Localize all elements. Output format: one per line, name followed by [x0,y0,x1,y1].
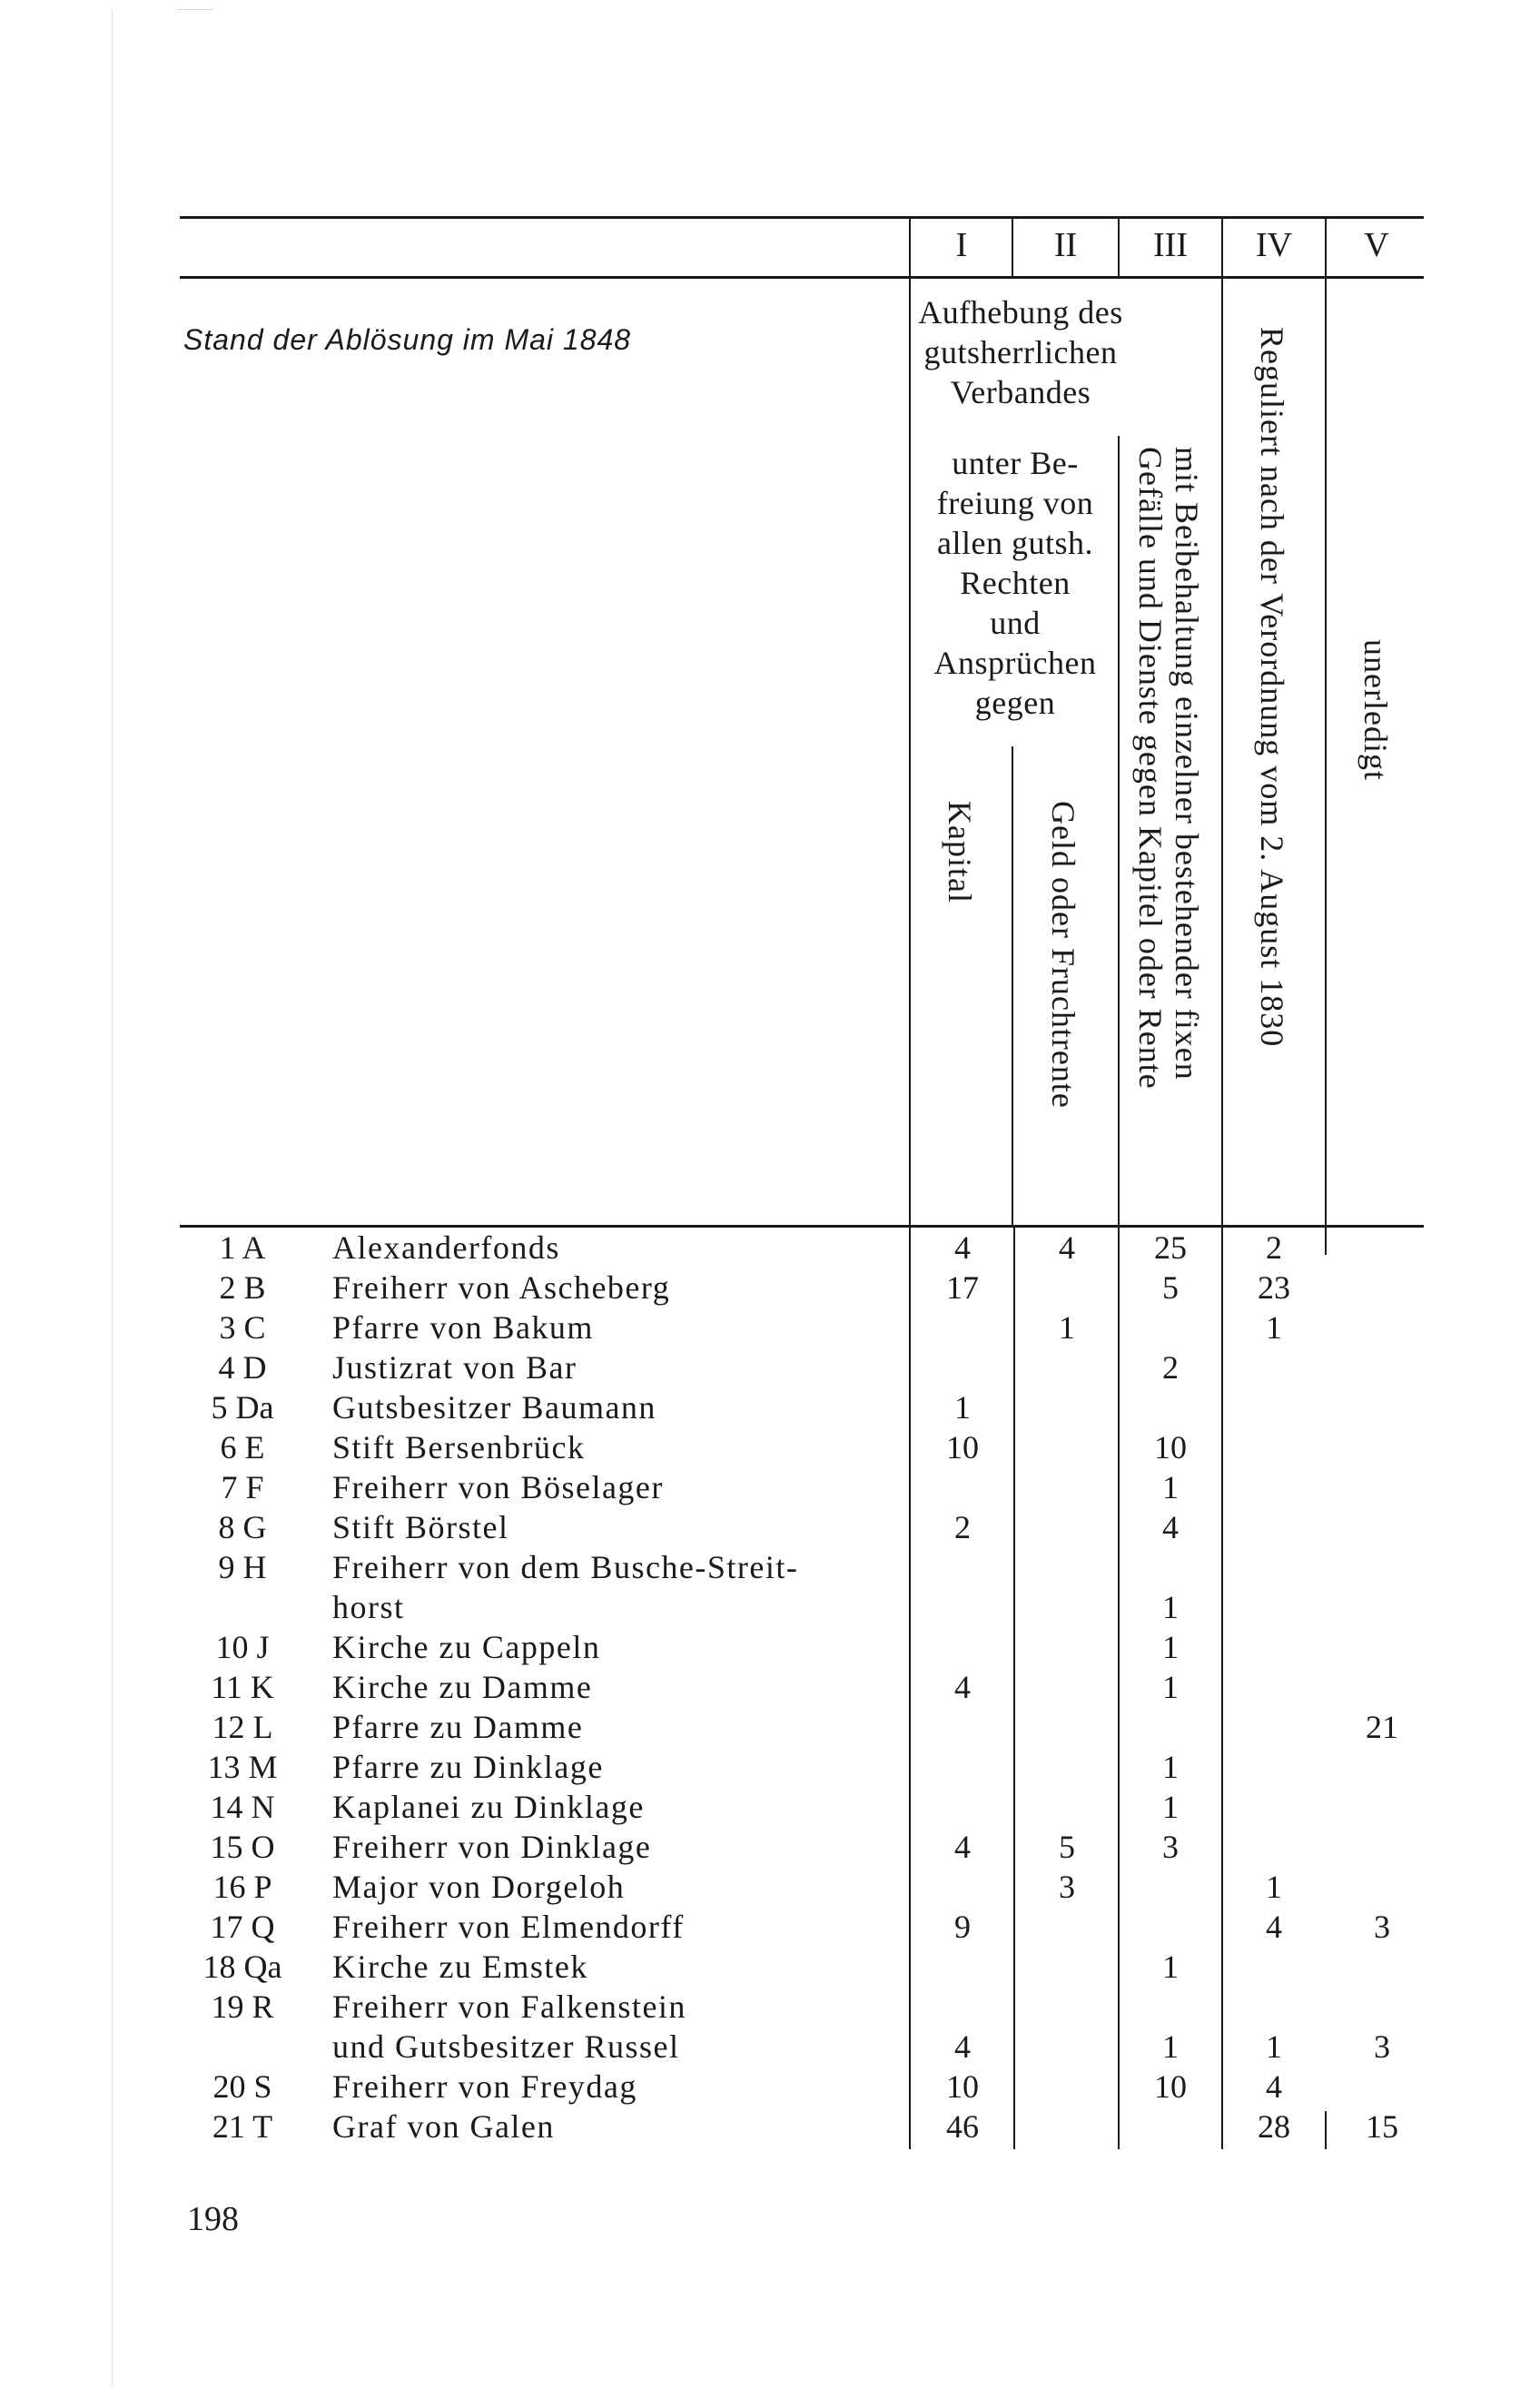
cell-unerledigt: 21 [1366,1709,1398,1745]
table-row [0,1867,1540,1907]
row-label: 10 J [215,1629,270,1665]
cell-unerledigt [1326,1667,1438,1707]
cell-rente [1015,1947,1119,1987]
cell-kapital [910,1308,1015,1347]
cell-kapital: 46 [946,2108,979,2145]
cell-unerledigt [1326,1787,1438,1827]
cell-rente [1015,1747,1119,1787]
cell-rente: 5 [1059,1829,1075,1865]
cell-rente: 1 [1059,1309,1075,1346]
cell-rente [1015,1587,1119,1627]
row-name: Freiherr von Ascheberg [332,1269,671,1306]
table-row [0,1787,1540,1827]
row-label: 9 H [218,1549,267,1585]
cell-kapital: 10 [946,2068,979,2105]
subgroup-heading [911,443,1120,723]
cell-kapital: 4 [954,2028,971,2065]
row-label: 18 Qa [202,1949,282,1985]
row-name: Kirche zu Cappeln [332,1629,601,1665]
cell-beibehaltung: 1 [1162,1629,1179,1665]
row-name: Freiherr von dem Busche-Streit- [332,1549,799,1585]
table-row [0,1387,1540,1427]
row-name: Freiherr von Freydag [332,2068,637,2105]
cell-rente [1015,1268,1119,1308]
column-numeral-3: III [1153,226,1188,264]
cell-unerledigt [1326,1627,1438,1667]
table-row [0,1547,1540,1627]
cell-rente [1015,2067,1119,2107]
table-row [0,1947,1540,1987]
table-row [0,2107,1540,2146]
cell-beibehaltung: 1 [1162,1589,1179,1625]
row-label: 19 R [211,1988,274,2025]
cell-unerledigt [1326,1947,1438,1987]
subgroup-heading-line: freiung von [936,485,1094,521]
group-heading-line: Verbandes [950,374,1091,410]
cell-reguliert [1222,1427,1326,1467]
row-label: 11 K [211,1669,274,1705]
cell-unerledigt [1326,1347,1438,1387]
cell-reguliert: 28 [1258,2108,1290,2145]
cell-beibehaltung [1119,1707,1222,1747]
row-label: 17 Q [210,1909,275,1945]
cell-beibehaltung: 10 [1154,2068,1187,2105]
row-name: Justizrat von Bar [332,1349,578,1386]
stub-heading: Stand der Ablösung im Mai 1848 [183,323,632,356]
cell-rente [1015,1507,1119,1547]
cell-beibehaltung: 5 [1162,1269,1179,1306]
table-row [0,1347,1540,1387]
col5-heading-unerledigt: unerledigt [1357,639,1394,781]
cell-beibehaltung: 1 [1162,2028,1179,2065]
column-numeral-1: I [955,226,968,264]
cell-reguliert: 1 [1266,2028,1282,2065]
row-name: Freiherr von Dinklage [332,1829,652,1865]
cell-beibehaltung: 1 [1162,1789,1179,1825]
cell-beibehaltung: 10 [1154,1429,1187,1465]
cell-kapital: 4 [954,1229,971,1266]
cell-beibehaltung: 4 [1162,1509,1179,1545]
divider-4-5 [1325,218,1327,1255]
cell-kapital: 17 [946,1269,979,1306]
row-label: 14 N [210,1789,275,1825]
row-label: 5 Da [211,1389,274,1426]
col3-heading-line2: Gefälle und Dienste gegen Kapitel oder Rente [1132,447,1169,1090]
cell-unerledigt [1326,1587,1438,1627]
cell-rente [1015,1467,1119,1507]
column-numeral-5: V [1364,226,1389,264]
cell-reguliert: 4 [1266,2068,1282,2105]
cell-rente [1015,1387,1119,1427]
row-name-continued: horst [332,1589,405,1625]
cell-rente [1015,1347,1119,1387]
column-numeral-4: IV [1255,226,1293,264]
cell-beibehaltung: 1 [1162,1469,1179,1505]
cell-reguliert [1222,1587,1326,1627]
row-name: Pfarre von Bakum [332,1309,594,1346]
table-row [0,1308,1540,1347]
cell-unerledigt: 3 [1374,1909,1390,1945]
table-row [0,1667,1540,1707]
cell-reguliert [1222,1507,1326,1547]
cell-unerledigt: 15 [1366,2108,1398,2145]
margin-guide-horizontal [177,9,213,10]
cell-unerledigt [1326,1308,1438,1347]
row-name: Pfarre zu Damme [332,1709,584,1745]
row-label: 15 O [210,1829,275,1865]
cell-beibehaltung [1119,1867,1222,1907]
cell-unerledigt [1326,1747,1438,1787]
cell-rente [1015,1707,1119,1747]
cell-beibehaltung: 1 [1162,1669,1179,1705]
cell-beibehaltung: 1 [1162,1749,1179,1785]
cell-reguliert [1222,1787,1326,1827]
cell-reguliert: 1 [1266,1309,1282,1346]
cell-reguliert [1222,1387,1326,1427]
divider-1-2-lower [1012,746,1013,1228]
cell-rente [1015,2107,1119,2146]
cell-unerledigt [1326,2067,1438,2107]
cell-reguliert [1222,1667,1326,1707]
cell-kapital [910,1347,1015,1387]
table-row [0,1747,1540,1787]
cell-beibehaltung [1119,1387,1222,1427]
cell-rente [1015,1427,1119,1467]
col2-heading-rente: Geld oder Fruchtrente [1045,801,1081,1109]
row-name: Stift Börstel [332,1509,509,1545]
group-heading-line: Aufhebung des [918,294,1123,331]
row-label: 12 L [212,1709,273,1745]
cell-reguliert: 2 [1266,1229,1282,1266]
row-label: 4 D [218,1349,267,1386]
cell-kapital [910,1467,1015,1507]
row-label: 13 M [207,1749,278,1785]
table-row [0,1507,1540,1547]
cell-kapital: 4 [954,1669,971,1705]
cell-unerledigt [1326,1427,1438,1467]
header-rule [180,276,1424,279]
table-row [0,1987,1540,2067]
group-heading-line: gutsherrlichen [923,334,1118,370]
cell-kapital [910,1867,1015,1907]
cell-beibehaltung: 3 [1162,1829,1179,1865]
cell-kapital: 4 [954,1829,971,1865]
cell-kapital [910,1747,1015,1787]
cell-beibehaltung: 25 [1154,1229,1187,1266]
cell-unerledigt [1326,1867,1438,1907]
row-name: Freiherr von Elmendorff [332,1909,685,1945]
row-label: 7 F [221,1469,264,1505]
cell-rente: 3 [1059,1869,1075,1905]
cell-rente [1015,1667,1119,1707]
cell-rente [1015,1787,1119,1827]
top-rule [180,216,1424,219]
cell-unerledigt [1326,1268,1438,1308]
cell-kapital: 10 [946,1429,979,1465]
cell-kapital [910,1947,1015,1987]
subgroup-heading-line: Rechten [960,565,1071,601]
cell-reguliert: 1 [1266,1869,1282,1905]
cell-reguliert [1222,1627,1326,1667]
cell-beibehaltung: 2 [1162,1349,1179,1386]
cell-beibehaltung: 1 [1162,1949,1179,1985]
row-name: Pfarre zu Dinklage [332,1749,604,1785]
cell-rente [1015,1907,1119,1947]
cell-unerledigt [1326,1387,1438,1427]
cell-reguliert [1222,1947,1326,1987]
row-name: Kirche zu Emstek [332,1949,588,1985]
subgroup-heading-line: und [990,605,1041,641]
table-row [0,1228,1540,1268]
subgroup-heading-line: Ansprüchen [933,645,1097,681]
cell-beibehaltung [1119,1907,1222,1947]
row-label: 3 C [219,1309,266,1346]
row-label: 16 P [212,1869,272,1905]
cell-reguliert: 23 [1258,1269,1290,1306]
col3-heading-line1: mit Beibehaltung einzelner bestehender fixen [1169,447,1205,1081]
row-label: 20 S [212,2068,272,2105]
subgroup-heading-line: allen gutsh. [937,525,1093,561]
group-heading [911,292,1130,412]
row-name: Freiherr von Böselager [332,1469,664,1505]
table-row [0,1707,1540,1747]
cell-kapital [910,1707,1015,1747]
cell-reguliert [1222,1827,1326,1867]
cell-kapital: 2 [954,1509,971,1545]
cell-unerledigt [1326,1827,1438,1867]
cell-kapital: 9 [954,1909,971,1945]
subgroup-heading-line: gegen [974,685,1056,721]
cell-kapital [910,1787,1015,1827]
col1-heading-kapital: Kapital [942,801,978,903]
row-label: 21 T [212,2108,273,2145]
cell-rente [1015,1627,1119,1667]
table-row [0,1268,1540,1308]
cell-rente [1015,2027,1119,2067]
cell-beibehaltung [1119,1308,1222,1347]
cell-unerledigt [1326,1228,1438,1268]
row-label: 2 B [219,1269,266,1306]
row-name: Graf von Galen [332,2108,555,2145]
cell-reguliert [1222,1747,1326,1787]
table-row [0,1627,1540,1667]
row-name: Kirche zu Damme [332,1669,593,1705]
row-label: 6 E [220,1429,265,1465]
table-row [0,1467,1540,1507]
row-name: Kaplanei zu Dinklage [332,1789,645,1825]
cell-reguliert [1222,1347,1326,1387]
column-numeral-2: II [1053,226,1078,264]
cell-reguliert [1222,1467,1326,1507]
table-row [0,1427,1540,1467]
row-name: Gutsbesitzer Baumann [332,1389,656,1426]
page-number: 198 [187,2200,239,2238]
row-name: Stift Bersenbrück [332,1429,586,1465]
row-name: Alexanderfonds [332,1229,560,1266]
row-label: 1 A [219,1229,266,1266]
subgroup-heading-line: unter Be- [952,445,1079,481]
table-row [0,2067,1540,2107]
cell-unerledigt: 3 [1374,2028,1390,2065]
cell-kapital: 1 [954,1389,971,1426]
table-row [0,1827,1540,1867]
col4-heading-reguliert: Reguliert nach der Verordnung vom 2. August 1830 [1254,327,1290,1048]
cell-unerledigt [1326,1467,1438,1507]
row-name: Major von Dorgeloh [332,1869,626,1905]
cell-beibehaltung [1119,2107,1222,2146]
cell-unerledigt [1326,1507,1438,1547]
cell-kapital [910,1587,1015,1627]
cell-reguliert: 4 [1266,1909,1282,1945]
cell-rente: 4 [1059,1229,1075,1266]
row-label: 8 G [218,1509,267,1545]
row-name-continued: und Gutsbesitzer Russel [332,2028,680,2065]
row-name: Freiherr von Falkenstein [332,1988,686,2025]
cell-reguliert [1222,1707,1326,1747]
cell-kapital [910,1627,1015,1667]
table-row [0,1907,1540,1947]
